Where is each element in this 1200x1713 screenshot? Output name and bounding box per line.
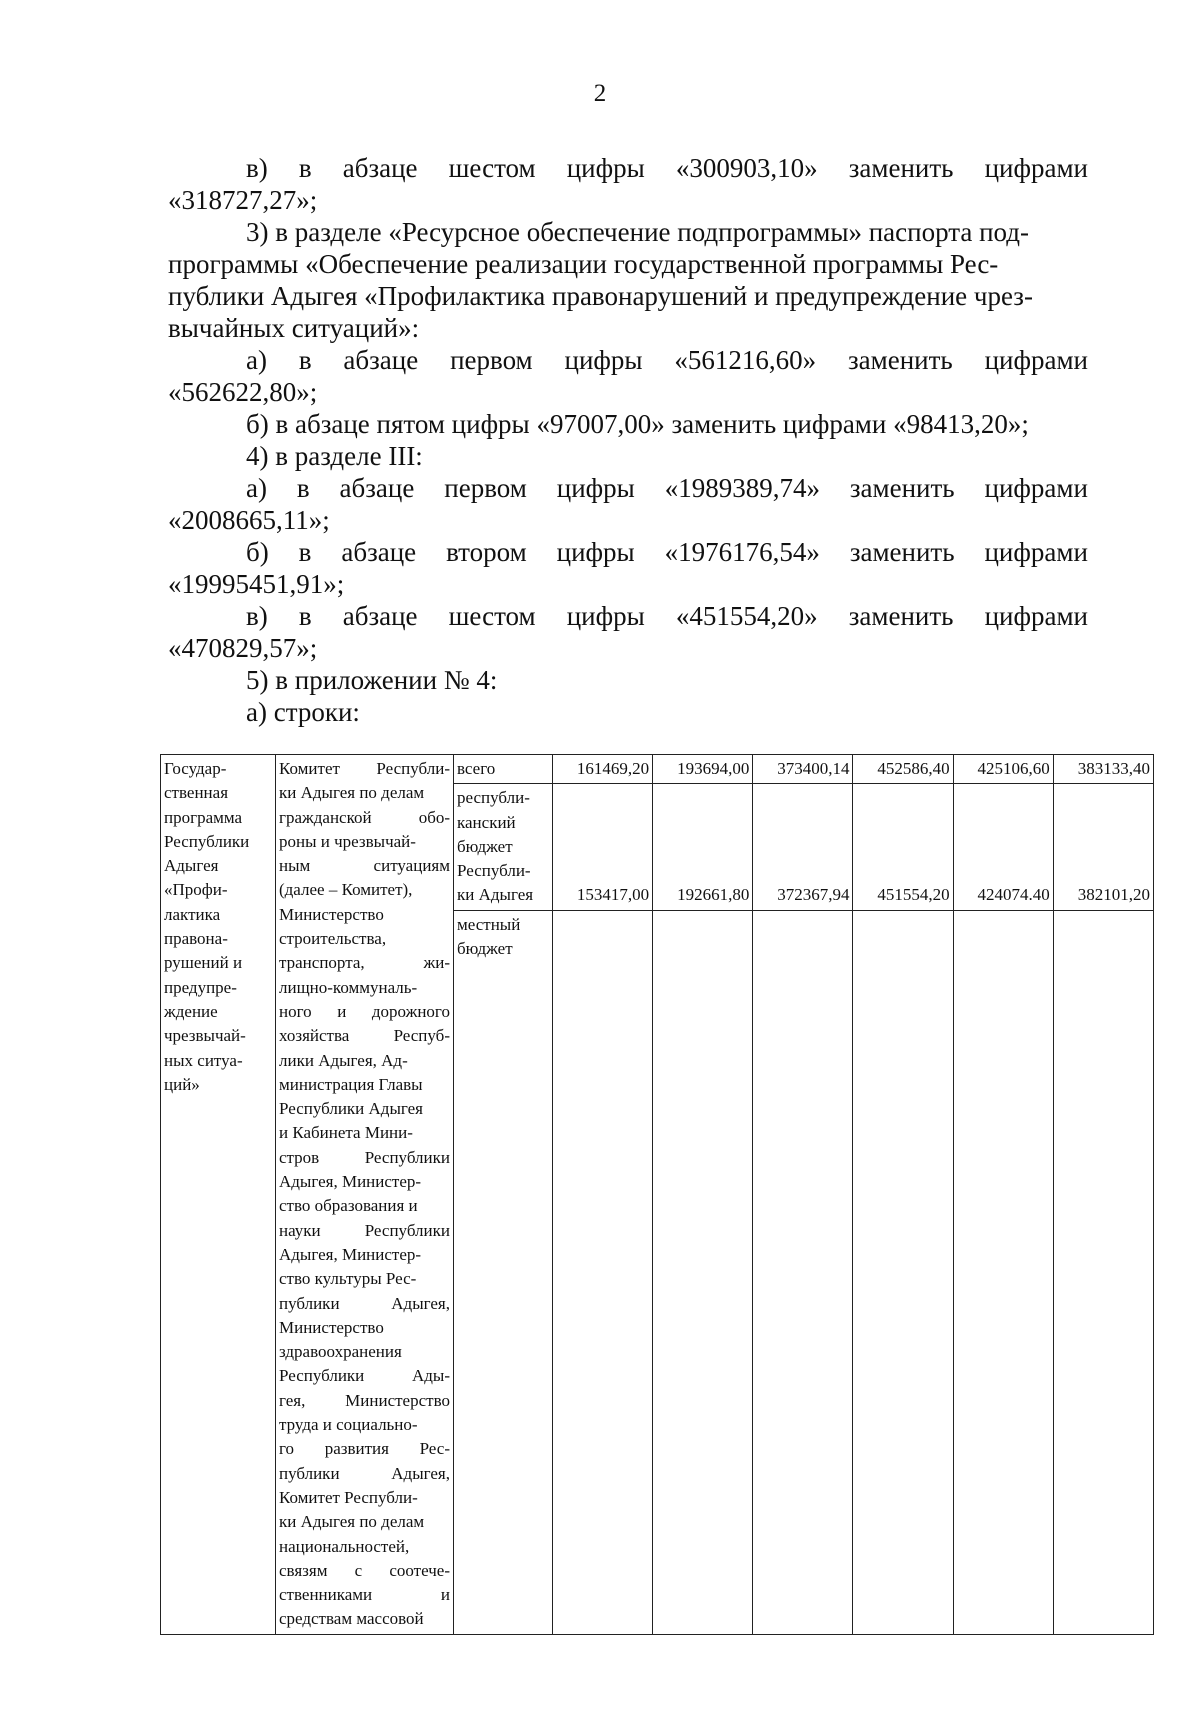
republic-label-line: бюджет bbox=[457, 836, 513, 856]
executor-line bbox=[279, 1024, 450, 1048]
paragraph-9: 5) в приложении № 4: bbox=[246, 665, 498, 695]
executor-line-word: ки Адыгея по делам bbox=[279, 1512, 425, 1532]
program-name-line: Государ- bbox=[164, 759, 227, 778]
program-name-line: предупре- bbox=[164, 977, 237, 997]
executor-line bbox=[279, 1121, 450, 1145]
executor-line bbox=[279, 1316, 450, 1340]
executor-line bbox=[279, 1437, 450, 1461]
document-body bbox=[168, 152, 1088, 728]
executor-line-word: Республики bbox=[364, 1220, 450, 1240]
executor-line bbox=[279, 1194, 450, 1218]
executor-line-word: Рес- bbox=[419, 1439, 450, 1459]
program-name-line: ственная bbox=[164, 783, 229, 803]
republic-value-1: 153417,00 bbox=[553, 784, 653, 910]
page-number: 2 bbox=[593, 80, 607, 107]
paragraph-3-line-1: а) в абзаце первом цифры «561216,60» заменить цифрами bbox=[246, 345, 1088, 375]
executor-line bbox=[279, 1510, 450, 1534]
total-value-6: 383133,40 bbox=[1053, 755, 1153, 784]
executor-line-word: хозяйства bbox=[279, 1026, 350, 1046]
program-name-line: правона- bbox=[164, 929, 228, 949]
executor-line bbox=[279, 1170, 450, 1194]
executor-line bbox=[279, 1146, 450, 1170]
executor-line-word: Адыгея, Министер- bbox=[279, 1244, 422, 1264]
executor-line bbox=[279, 1097, 450, 1121]
republic-label-line: ки Адыгея bbox=[457, 885, 534, 905]
program-name-line: Адыгея bbox=[164, 856, 219, 876]
executor-line-word: ным bbox=[279, 856, 311, 876]
paragraph-5: 4) в разделе III: bbox=[246, 441, 423, 471]
executor-line-word: гея, bbox=[279, 1390, 306, 1410]
paragraph-10: а) строки: bbox=[246, 697, 360, 727]
executor-line-word: стров bbox=[279, 1147, 320, 1167]
executor-line-word: жи- bbox=[423, 953, 450, 973]
executor-line-word: Республики bbox=[279, 1366, 365, 1386]
local-value-3 bbox=[753, 910, 853, 1634]
executor-line bbox=[279, 1607, 450, 1631]
program-name-line: ждение bbox=[164, 1001, 218, 1021]
paragraph-6-line-1: а) в абзаце первом цифры «1989389,74» заменить цифрами bbox=[246, 473, 1088, 503]
executor-line bbox=[279, 830, 450, 854]
total-value-4: 452586,40 bbox=[853, 755, 953, 784]
appendix-table bbox=[160, 754, 1154, 1635]
paragraph-3-line-2: «562622,80»; bbox=[168, 377, 318, 407]
program-name-line: «Профи- bbox=[164, 880, 228, 900]
local-value-4 bbox=[853, 910, 953, 1634]
local-label-line: местный bbox=[457, 914, 521, 934]
row-label-total: всего bbox=[454, 755, 553, 784]
executor-line-word: обо- bbox=[418, 807, 450, 827]
executor-line-word: Адыгея, bbox=[391, 1293, 450, 1313]
executor-line-word: Республи- bbox=[376, 759, 450, 778]
executor-cell bbox=[276, 755, 454, 1635]
executor-line-word: Ады- bbox=[411, 1366, 450, 1386]
executor-line bbox=[279, 854, 450, 878]
executor-line-word: здравоохранения bbox=[279, 1342, 402, 1362]
republic-value-6: 382101,20 bbox=[1053, 784, 1153, 910]
executor-line bbox=[279, 1583, 450, 1607]
executor-line bbox=[279, 903, 450, 927]
executor-line-word: средствам массовой bbox=[279, 1609, 424, 1629]
executor-line bbox=[279, 1486, 450, 1510]
paragraph-1-line-2: «318727,27»; bbox=[168, 185, 318, 215]
executor-line-word: Адыгея, Министер- bbox=[279, 1172, 422, 1192]
executor-line-word: публики bbox=[279, 1293, 340, 1313]
republic-value-5: 424074.40 bbox=[953, 784, 1053, 910]
executor-line-word: Республики bbox=[364, 1147, 450, 1167]
executor-line-word: труда и социально- bbox=[279, 1415, 418, 1435]
total-value-1: 161469,20 bbox=[553, 755, 653, 784]
row-label-republic bbox=[454, 784, 553, 910]
paragraph-2-line-2: программы «Обеспечение реализации государственной программы Рес- bbox=[168, 249, 999, 279]
executor-line bbox=[279, 1267, 450, 1291]
executor-line bbox=[279, 1292, 450, 1316]
paragraph-7-line-2: «19995451,91»; bbox=[168, 569, 345, 599]
executor-line-word: ного bbox=[279, 1001, 312, 1021]
executor-line bbox=[279, 781, 450, 805]
executor-line-word: Министерство bbox=[279, 904, 384, 924]
row-label-local bbox=[454, 910, 553, 1634]
executor-line bbox=[279, 1340, 450, 1364]
paragraph-1-line-1: в) в абзаце шестом цифры «300903,10» заменить цифрами bbox=[246, 153, 1088, 183]
paragraph-8-line-1: в) в абзаце шестом цифры «451554,20» заменить цифрами bbox=[246, 601, 1088, 631]
executor-line bbox=[279, 1073, 450, 1097]
total-value-3: 373400,14 bbox=[753, 755, 853, 784]
paragraph-6-line-2: «2008665,11»; bbox=[168, 505, 330, 535]
executor-line-word: с bbox=[354, 1560, 363, 1580]
local-value-1 bbox=[553, 910, 653, 1634]
executor-line-word: (далее – Комитет), bbox=[279, 880, 413, 900]
executor-line-word: ство культуры Рес- bbox=[279, 1269, 417, 1289]
executor-line bbox=[279, 1049, 450, 1073]
program-name-line: лактика bbox=[164, 904, 221, 924]
executor-line-word: и bbox=[337, 1001, 347, 1021]
executor-line bbox=[279, 951, 450, 975]
executor-line-word: Республики Адыгея bbox=[279, 1099, 423, 1119]
executor-line-word: лищно-коммуналь- bbox=[279, 977, 418, 997]
executor-line bbox=[279, 1219, 450, 1243]
paragraph-7-line-1: б) в абзаце втором цифры «1976176,54» заменить цифрами bbox=[246, 537, 1088, 567]
program-name-line: чрезвычай- bbox=[164, 1026, 246, 1046]
executor-line-word: Респуб- bbox=[393, 1026, 450, 1046]
republic-label-line: канский bbox=[457, 812, 516, 832]
executor-line bbox=[279, 1535, 450, 1559]
local-value-6 bbox=[1053, 910, 1153, 1634]
executor-line-word: роны и чрезвычай- bbox=[279, 831, 416, 851]
program-name-line: рушений и bbox=[164, 953, 243, 973]
executor-line-word: ситуациям bbox=[373, 856, 450, 876]
program-name-cell bbox=[161, 755, 276, 1635]
executor-line bbox=[279, 878, 450, 902]
paragraph-4: б) в абзаце пятом цифры «97007,00» заменить цифрами «98413,20»; bbox=[246, 409, 1029, 439]
executor-line-word: развития bbox=[324, 1439, 389, 1459]
executor-line-word: дорожного bbox=[371, 1001, 450, 1021]
executor-line-word: лики Адыгея, Ад- bbox=[279, 1050, 408, 1070]
executor-line-word: Адыгея, bbox=[391, 1463, 450, 1483]
executor-line-word: строительства, bbox=[279, 929, 387, 949]
executor-line bbox=[279, 806, 450, 830]
executor-line bbox=[279, 1243, 450, 1267]
executor-line-word: Комитет Республи- bbox=[279, 1487, 418, 1507]
executor-line bbox=[279, 1000, 450, 1024]
executor-line bbox=[279, 1389, 450, 1413]
executor-line-word: министрация Главы bbox=[279, 1074, 423, 1094]
executor-line bbox=[279, 976, 450, 1000]
program-name-line: ных ситуа- bbox=[164, 1050, 243, 1070]
program-name-line: Республики bbox=[164, 831, 250, 851]
executor-line-word: связям bbox=[279, 1560, 328, 1580]
executor-line bbox=[279, 1413, 450, 1437]
local-value-5 bbox=[953, 910, 1053, 1634]
republic-value-4: 451554,20 bbox=[853, 784, 953, 910]
paragraph-2-line-4: вычайных ситуаций»: bbox=[168, 313, 420, 343]
executor-line-word: го bbox=[279, 1439, 295, 1459]
executor-line-word: Министерство bbox=[345, 1390, 450, 1410]
republic-value-3: 372367,94 bbox=[753, 784, 853, 910]
executor-line-word: публики bbox=[279, 1463, 340, 1483]
paragraph-8-line-2: «470829,57»; bbox=[168, 633, 318, 663]
executor-line-word: и bbox=[440, 1585, 450, 1605]
executor-line-word: гражданской bbox=[279, 807, 372, 827]
program-name-line: ций» bbox=[164, 1074, 200, 1094]
executor-line-word: Комитет bbox=[279, 759, 340, 778]
total-value-2: 193694,00 bbox=[653, 755, 753, 784]
republic-label-line: Республи- bbox=[457, 861, 531, 881]
executor-line bbox=[279, 1559, 450, 1583]
local-label-line: бюджет bbox=[457, 939, 513, 959]
executor-line bbox=[279, 1364, 450, 1388]
executor-line-word: и Кабинета Мини- bbox=[279, 1123, 413, 1143]
local-value-2 bbox=[653, 910, 753, 1634]
executor-line-word: транспорта, bbox=[279, 953, 365, 973]
republic-label-line: республи- bbox=[457, 788, 530, 808]
executor-line-word: ство образования и bbox=[279, 1196, 418, 1216]
executor-line bbox=[279, 757, 450, 781]
table-row-total bbox=[161, 755, 1154, 784]
executor-line-word: Министерство bbox=[279, 1317, 384, 1337]
executor-line bbox=[279, 1462, 450, 1486]
paragraph-2-line-1: 3) в разделе «Ресурсное обеспечение подпрограммы» паспорта под- bbox=[246, 217, 1029, 247]
executor-line-word: национальностей, bbox=[279, 1536, 410, 1556]
republic-value-2: 192661,80 bbox=[653, 784, 753, 910]
executor-line-word: соотече- bbox=[389, 1560, 450, 1580]
executor-line-word: ственниками bbox=[279, 1585, 373, 1605]
executor-line-word: науки bbox=[279, 1220, 321, 1240]
paragraph-2-line-3: публики Адыгея «Профилактика правонарушений и предупреждение чрез- bbox=[168, 281, 1033, 311]
total-value-5: 425106,60 bbox=[953, 755, 1053, 784]
executor-line-word: ки Адыгея по делам bbox=[279, 783, 425, 803]
executor-line bbox=[279, 927, 450, 951]
program-name-line: программа bbox=[164, 807, 243, 827]
